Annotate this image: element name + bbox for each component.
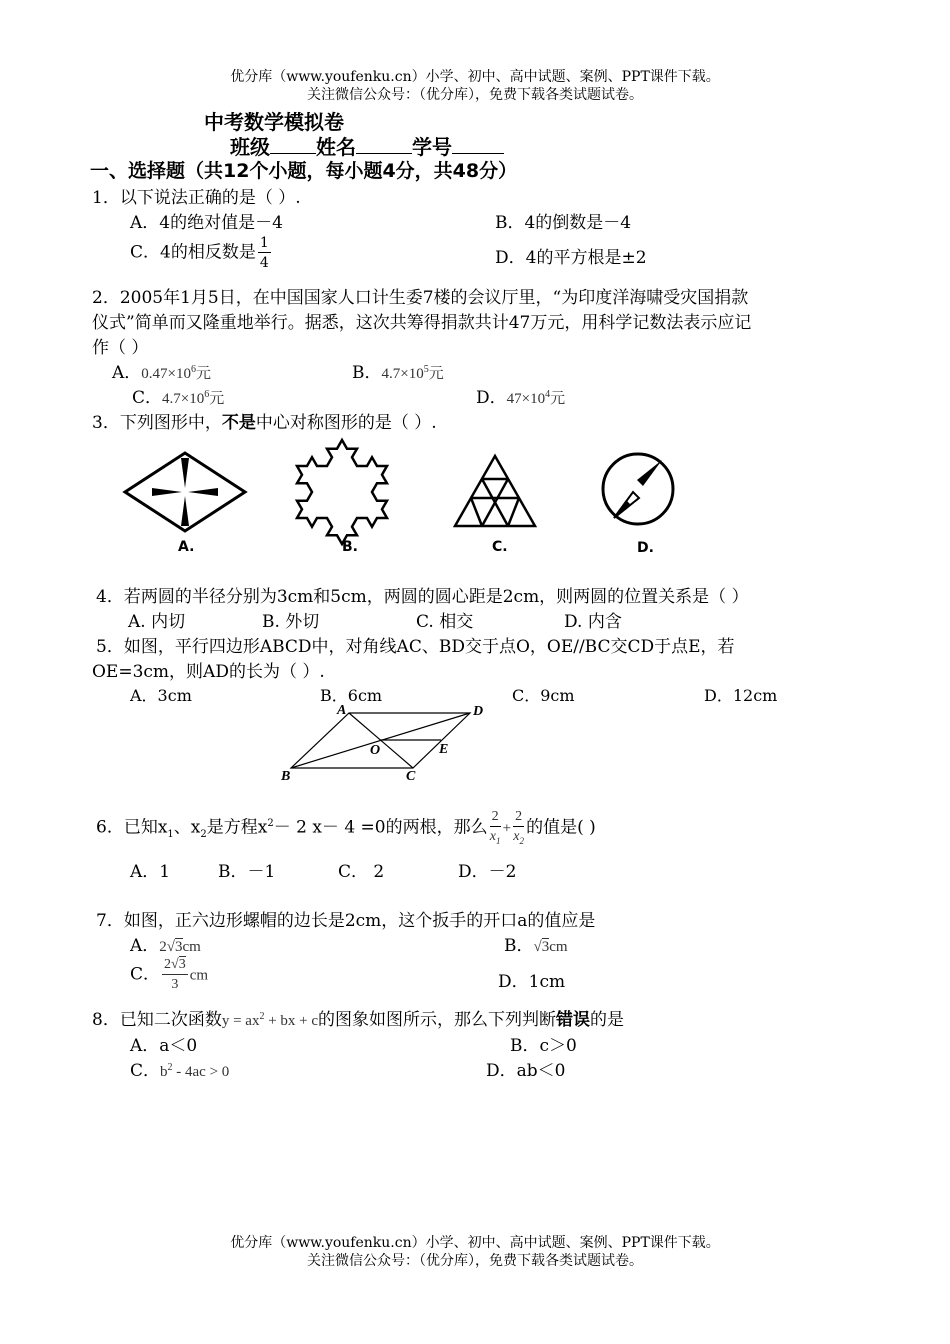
- q2-option-c-unit: 元: [209, 391, 225, 407]
- q6-mid-2: 是方程x: [206, 817, 268, 838]
- q8-stem-bold: 错误: [556, 1010, 591, 1030]
- q1-option-b: B．4的倒数是－4: [495, 213, 632, 233]
- q8-function-sup: 2: [259, 1011, 265, 1022]
- q8-option-a: A．a＜0: [130, 1036, 198, 1056]
- header-line-2: 关注微信公众号：（优分库），免费下载各类试题试卷。: [307, 87, 643, 103]
- q3-stem-pre: 3．下列图形中，: [92, 413, 222, 433]
- fraction-numerator: 2: [513, 810, 524, 827]
- figure-d-label: D.: [637, 540, 654, 556]
- point-d: D: [473, 704, 484, 719]
- q2-option-d-exp: 4: [545, 389, 551, 400]
- point-b: B: [281, 769, 291, 784]
- fraction-numerator-coef: 2: [164, 957, 172, 972]
- page-title: 中考数学模拟卷: [204, 110, 344, 134]
- figure-a-diamond: [125, 453, 245, 531]
- q7-option-b: B．√3cm: [504, 936, 568, 956]
- q7-option-a: A．2√3cm: [130, 936, 201, 956]
- q8-function-post: + bx + c: [264, 1013, 319, 1029]
- figure-a-label: A.: [178, 539, 195, 555]
- q2-option-c-exp: 6: [204, 389, 210, 400]
- q6-sub-1: 1: [167, 828, 174, 840]
- q2-option-d-unit: 元: [550, 391, 566, 407]
- q2-option-a-unit: 元: [196, 366, 212, 382]
- fraction-numerator: 2: [490, 810, 501, 827]
- q7-option-a-label: A．: [130, 936, 160, 956]
- q7-option-b-unit: cm: [549, 939, 568, 955]
- q6-fraction-2: [513, 810, 524, 846]
- q2-option-d: [476, 383, 565, 408]
- fraction-denominator: 3: [171, 977, 179, 992]
- q8-stem-pre: 8．已知二次函数: [92, 1010, 222, 1030]
- q2-option-d-label: D．: [476, 388, 507, 408]
- footer-line-2: 关注微信公众号：（优分库），免费下载各类试题试卷。: [307, 1253, 643, 1269]
- q8-stem: [92, 1005, 624, 1030]
- fraction-denominator-sub: 1: [495, 835, 501, 846]
- q7-option-a-coef: 2: [159, 939, 167, 955]
- q4-option-a: A. 内切: [128, 612, 186, 632]
- q2-option-b-base: 4.7×10: [381, 366, 424, 382]
- q2-option-d-base: 47×10: [506, 391, 546, 407]
- q3-stem-post: 中心对称图形的是（ ）.: [255, 413, 437, 433]
- figure-b-snowflake: [297, 440, 387, 544]
- q8-option-c: [130, 1056, 229, 1081]
- q7-option-b-label: B．: [504, 936, 534, 956]
- q5-parallelogram-figure: [275, 700, 500, 785]
- q7-option-c-label: C．: [130, 964, 161, 985]
- q4-option-d: D. 内含: [564, 612, 622, 632]
- q2-option-c-label: C．: [132, 388, 163, 408]
- q6-stem-pre: 6．已知x: [96, 817, 168, 838]
- name-label: 姓名: [316, 135, 356, 159]
- q1-option-c-text: C．4的相反数是: [130, 242, 256, 263]
- q1-option-c: [130, 236, 273, 270]
- q6-stem-post: 的值是( ): [526, 817, 596, 838]
- class-label: 班级: [230, 135, 270, 159]
- q1-stem: 1．以下说法正确的是（ ）.: [92, 188, 301, 208]
- q5-option-d: D．12cm: [704, 686, 778, 705]
- q6-fraction-1: [490, 810, 501, 846]
- q7-option-a-unit: cm: [182, 939, 201, 955]
- q8-option-c-pre: b: [160, 1064, 168, 1080]
- header-line-1: 优分库（www.youfenku.cn）小学、初中、高中试题、案例、PPT课件下载。: [230, 69, 720, 85]
- point-c: C: [406, 769, 416, 784]
- q2-option-a-base: 0.47×10: [141, 366, 191, 382]
- q7-option-b-radicand: 3: [541, 939, 550, 955]
- fraction-denominator: x: [489, 829, 496, 844]
- fraction-denominator: 4: [259, 255, 269, 271]
- q8-function-pre: y = ax: [221, 1013, 260, 1029]
- q5-option-c: C．9cm: [512, 686, 575, 705]
- q7-option-c: [130, 958, 208, 992]
- figure-d-compass: [603, 454, 673, 524]
- q8-stem-mid: 的图象如图所示，那么下列判断: [318, 1010, 557, 1030]
- q2-option-a: [112, 358, 211, 383]
- q6-option-a: A．1: [130, 862, 171, 882]
- id-label: 学号: [412, 135, 452, 159]
- q7-option-c-fraction: $\frac{2√3}{3}$: [164, 957, 186, 992]
- q6-option-d: D．－2: [458, 862, 517, 882]
- q6-mid-1: 、x: [173, 817, 201, 838]
- point-o: O: [370, 743, 381, 758]
- q6-stem: [96, 810, 596, 846]
- q8-option-c-post: - 4ac > 0: [172, 1064, 230, 1080]
- q3-figures: [110, 428, 690, 563]
- q2-line-1: 2．2005年1月5日，在中国国家人口计生委7楼的会议厅里，“为印度洋海啸受灾国捐款: [92, 288, 749, 308]
- point-e: E: [439, 742, 449, 757]
- q5-line-1: 5．如图，平行四边形ABCD中，对角线AC、BD交于点O，OE//BC交CD于点E，若: [96, 637, 735, 657]
- q5-option-a: A．3cm: [130, 686, 192, 705]
- q6-sub-2: 2: [200, 828, 207, 840]
- q2-option-b-exp: 5: [423, 364, 429, 375]
- q2-option-a-label: A．: [112, 363, 142, 383]
- class-blank: [270, 153, 316, 154]
- q7-option-d: D．1cm: [498, 972, 566, 992]
- q1-option-a: A．4的绝对值是－4: [130, 213, 283, 233]
- q6-plus: +: [502, 820, 512, 837]
- q4-stem: 4．若两圆的半径分别为3cm和5cm，两圆的圆心距是2cm，则两圆的位置关系是（ ）: [96, 587, 749, 607]
- q8-option-c-label: C．: [130, 1061, 161, 1081]
- figure-c-triangle: [455, 456, 535, 526]
- q8-option-b: B．c＞0: [510, 1036, 577, 1056]
- name-blank: [356, 153, 412, 154]
- fraction-denominator-sub: 2: [519, 835, 524, 846]
- figure-c-label: C.: [492, 539, 508, 555]
- q2-option-b-label: B．: [352, 363, 382, 383]
- q4-option-b: B. 外切: [262, 612, 320, 632]
- q5-option-b: B．6cm: [320, 686, 383, 705]
- q2-option-b: [352, 358, 444, 383]
- q2-option-c-base: 4.7×10: [162, 391, 205, 407]
- q1-option-d: D．4的平方根是±2: [495, 248, 647, 268]
- footer-line-1: 优分库（www.youfenku.cn）小学、初中、高中试题、案例、PPT课件下载。: [230, 1235, 720, 1251]
- q6-option-b: B．－1: [218, 862, 276, 882]
- q7-option-c-unit: cm: [189, 967, 209, 984]
- q2-line-2: 仪式”简单而又隆重地举行。据悉，这次共筹得捐款共计47万元，用科学记数法表示应记: [92, 313, 752, 333]
- q6-mid-3: － 2 x－ 4 =0的两根，那么: [273, 817, 488, 838]
- point-a: A: [337, 703, 347, 718]
- q2-option-c: [132, 383, 224, 408]
- q6-option-c: C． 2: [338, 862, 385, 882]
- q8-stem-post: 的是: [590, 1010, 625, 1030]
- q6-sup-2: 2: [267, 817, 274, 829]
- q1-option-c-fraction: [258, 236, 271, 270]
- fraction-numerator: 1: [259, 235, 269, 251]
- fraction-denominator: x: [513, 829, 520, 844]
- figure-b-label: B.: [342, 539, 358, 555]
- q2-option-b-unit: 元: [428, 366, 444, 382]
- q7-option-a-radicand: 3: [175, 939, 183, 955]
- q2-line-3: 作（ ）: [92, 338, 149, 358]
- q4-option-c: C. 相交: [416, 612, 474, 632]
- id-blank: [452, 153, 504, 154]
- q8-option-c-sup: 2: [167, 1062, 173, 1073]
- q7-stem: 7．如图，正六边形螺帽的边长是2cm，这个扳手的开口a的值应是: [96, 911, 596, 931]
- q5-line-2: OE=3cm，则AD的长为（ ）.: [92, 662, 325, 682]
- q3-stem-bold: 不是: [221, 413, 256, 433]
- q2-option-a-exp: 6: [191, 364, 196, 375]
- fraction-numerator-radicand: 3: [178, 957, 186, 972]
- q8-option-d: D．ab＜0: [486, 1061, 566, 1081]
- section-heading: 一、选择题（共12个小题，每小题4分，共48分）: [90, 160, 518, 182]
